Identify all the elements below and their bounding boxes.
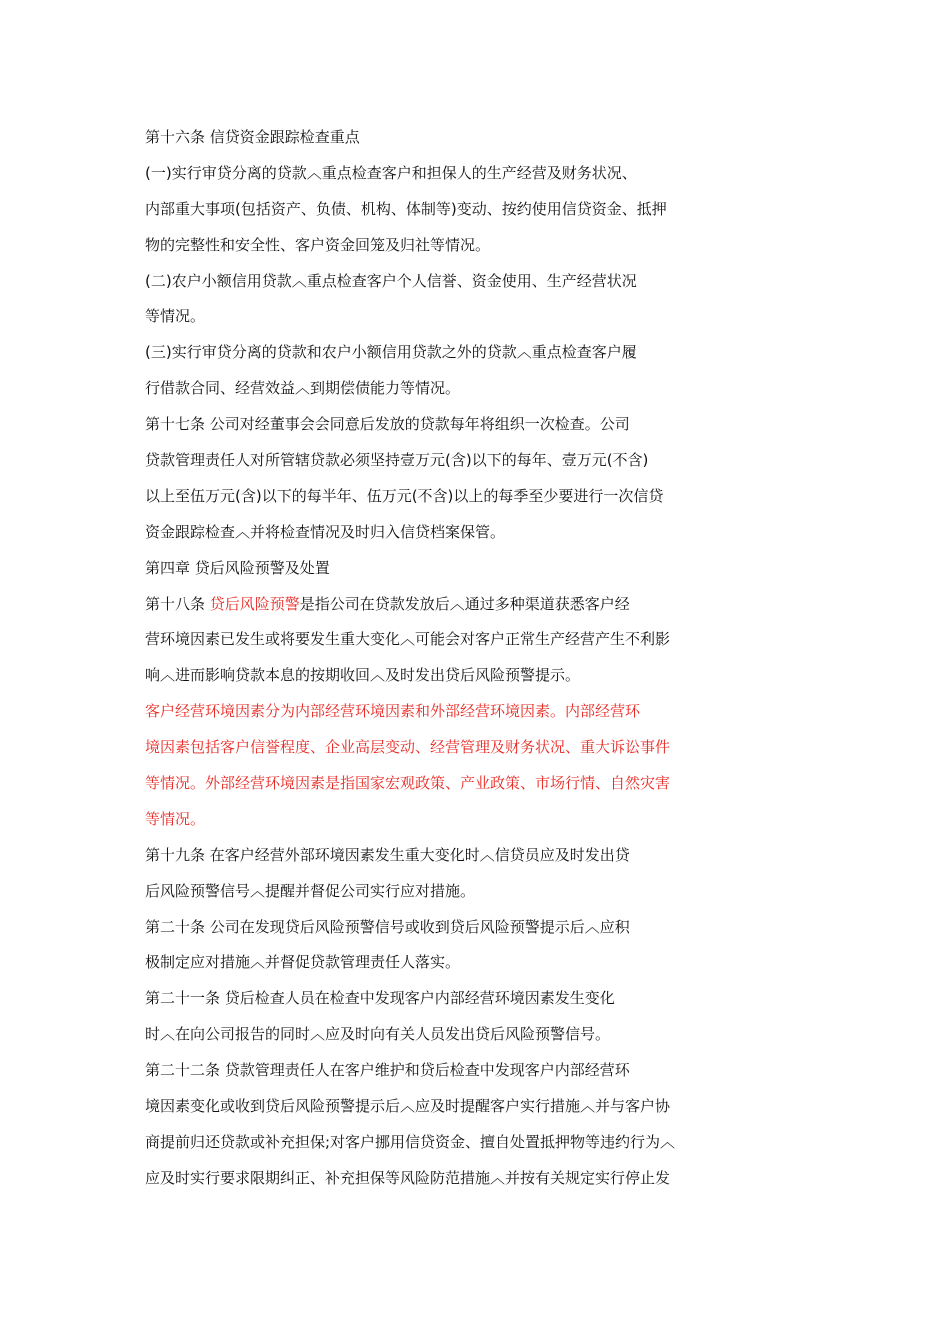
text-segment: 是指公司在贷款发放后︿通过多种渠道获悉客户经 xyxy=(299,594,630,613)
text-segment: 第十七条 公司对经董事会会同意后发放的贷款每年将组织一次检查。公司 xyxy=(145,415,630,434)
text-line xyxy=(145,120,785,156)
text-line xyxy=(145,192,785,228)
text-line xyxy=(145,874,785,910)
text-segment: 第四章 贷后风险预警及处置 xyxy=(145,558,330,577)
text-line xyxy=(145,156,785,192)
text-segment: 极制定应对措施︿并督促贷款管理责任人落实。 xyxy=(145,953,461,972)
text-segment: 物的完整性和安全性、客户资金回笼及归社等情况。 xyxy=(145,235,491,254)
text-line xyxy=(145,981,785,1017)
text-line xyxy=(145,838,785,874)
text-line xyxy=(145,443,785,479)
text-line xyxy=(145,945,785,981)
text-segment: 第十八条 xyxy=(145,594,210,613)
text-segment: 应及时实行要求限期纠正、补充担保等风险防范措施︿并按有关规定实行停止发 xyxy=(145,1168,671,1187)
text-segment: 第十六条 信贷资金跟踪检查重点 xyxy=(145,128,360,146)
text-line xyxy=(145,622,785,658)
text-line xyxy=(145,587,785,623)
text-line xyxy=(145,802,785,838)
text-segment: 资金跟踪检查︿并将检查情况及时归入信贷档案保管。 xyxy=(145,522,506,541)
document-body xyxy=(145,120,785,1197)
text-line xyxy=(145,1053,785,1089)
text-line xyxy=(145,1017,785,1053)
text-line xyxy=(145,479,785,515)
text-line xyxy=(145,730,785,766)
text-line xyxy=(145,264,785,300)
text-segment: (二)农户小额信用贷款︿重点检查客户个人信誉、资金使用、生产经营状况 xyxy=(145,271,637,290)
text-segment: 第二十二条 贷款管理责任人在客户维护和贷后检查中发现客户内部经营环 xyxy=(145,1061,630,1080)
text-line xyxy=(145,515,785,551)
text-line xyxy=(145,694,785,730)
text-segment: (一)实行审贷分离的贷款︿重点检查客户和担保人的生产经营及财务状况、 xyxy=(145,163,637,182)
text-segment: 内部重大事项(包括资产、负债、机构、体制等)变动、按约使用信贷资金、抵押 xyxy=(145,199,667,218)
highlighted-text: 贷后风险预警 xyxy=(209,594,300,613)
text-segment: 响︿进而影响贷款本息的按期收回︿及时发出贷后风险预警提示。 xyxy=(145,666,581,685)
text-segment: 第十九条 在客户经营外部环境因素发生重大变化时︿信贷员应及时发出贷 xyxy=(145,845,630,864)
highlighted-text: 等情况。外部经营环境因素是指国家宏观政策、产业政策、市场行情、自然灾害 xyxy=(145,774,671,793)
text-segment: 时︿在向公司报告的同时︿应及时向有关人员发出贷后风险预警信号。 xyxy=(145,1025,611,1044)
text-line xyxy=(145,299,785,335)
text-line xyxy=(145,766,785,802)
text-segment: 以上至伍万元(含)以下的每半年、伍万元(不含)以上的每季至少要进行一次信贷 xyxy=(145,486,664,505)
text-segment: 第二十一条 贷后检查人员在检查中发现客户内部经营环境因素发生变化 xyxy=(145,989,615,1008)
text-line xyxy=(145,658,785,694)
highlighted-text: 境因素包括客户信誉程度、企业高层变动、经营管理及财务状况、重大诉讼事件 xyxy=(145,738,671,757)
highlighted-text: 等情况。 xyxy=(145,809,206,828)
text-line xyxy=(145,1089,785,1125)
text-segment: 境因素变化或收到贷后风险预警提示后︿应及时提醒客户实行措施︿并与客户协 xyxy=(145,1097,671,1116)
text-line xyxy=(145,1161,785,1197)
text-line xyxy=(145,228,785,264)
text-line xyxy=(145,1125,785,1161)
text-line xyxy=(145,407,785,443)
text-segment: 贷款管理责任人对所管辖贷款必须坚持壹万元(含)以下的每年、壹万元(不含) xyxy=(145,451,649,470)
text-segment: 后风险预警信号︿提醒并督促公司实行应对措施。 xyxy=(145,881,476,900)
text-line xyxy=(145,371,785,407)
text-segment: 商提前归还贷款或补充担保;对客户挪用信贷资金、擅自处置抵押物等违约行为︿ xyxy=(145,1132,676,1151)
text-line xyxy=(145,335,785,371)
text-segment: 等情况。 xyxy=(145,307,206,326)
text-segment: 营环境因素已发生或将要发生重大变化︿可能会对客户正常生产经营产生不利影 xyxy=(145,630,671,649)
text-segment: 行借款合同、经营效益︿到期偿债能力等情况。 xyxy=(145,379,461,398)
text-segment: (三)实行审贷分离的贷款和农户小额信用贷款之外的贷款︿重点检查客户履 xyxy=(145,343,637,362)
text-segment: 第二十条 公司在发现贷后风险预警信号或收到贷后风险预警提示后︿应积 xyxy=(145,917,630,936)
highlighted-text: 客户经营环境因素分为内部经营环境因素和外部经营环境因素。内部经营环 xyxy=(145,702,641,721)
text-line xyxy=(145,551,785,587)
text-line xyxy=(145,910,785,946)
